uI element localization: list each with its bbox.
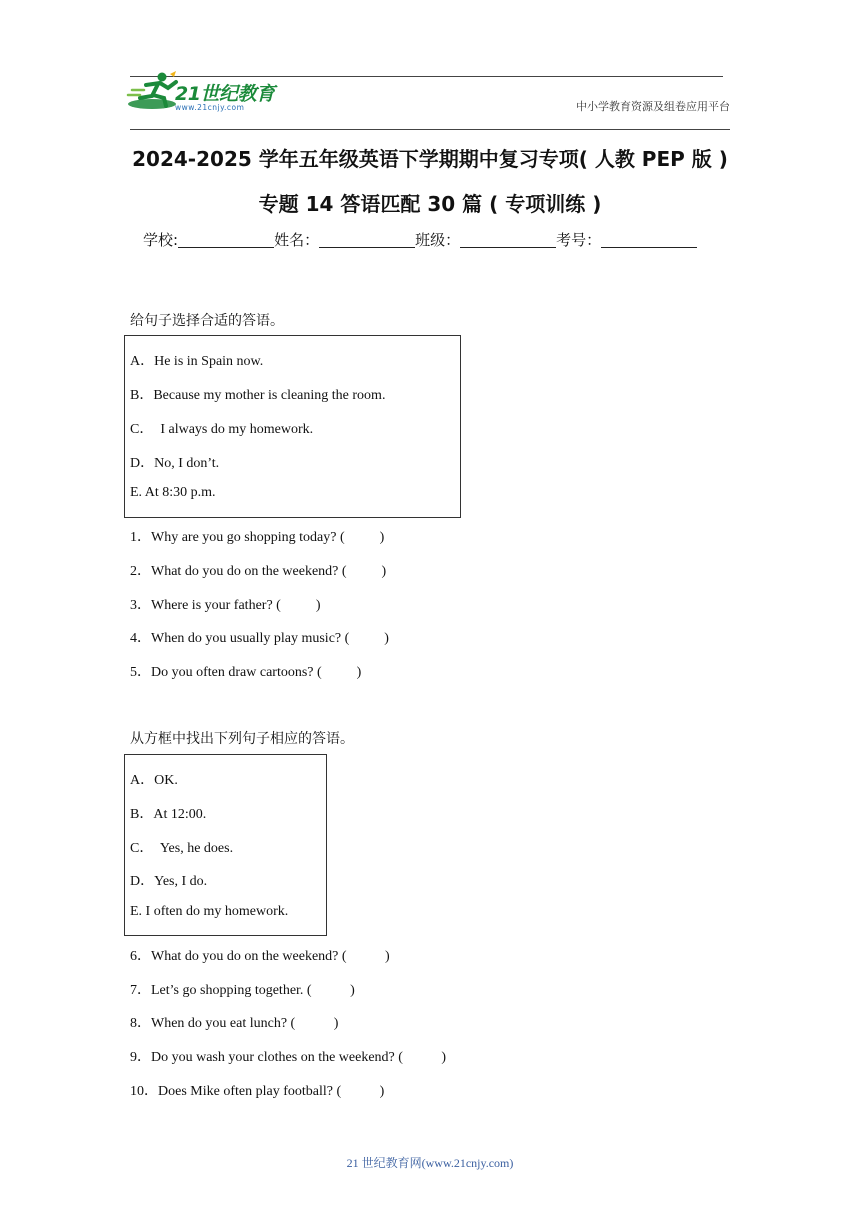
section1-instruction: 给句子选择合适的答语。 xyxy=(130,313,284,329)
question-8: 8．When do you eat lunch? ( ) xyxy=(130,1016,339,1031)
question-7: 7．Let’s go shopping together. ( ) xyxy=(130,983,355,998)
section2-option-d: D．Yes, I do. xyxy=(130,874,208,889)
header-bottom-rule xyxy=(130,129,730,130)
footer-link[interactable]: 21 世纪教育网(www.21cnjy.com) xyxy=(346,1156,514,1170)
section2-option-c: C． Yes, he does. xyxy=(130,841,234,856)
section2-option-a: A．OK. xyxy=(130,773,178,788)
name-field[interactable] xyxy=(319,232,415,248)
exam-no-label: 考号： xyxy=(556,231,602,249)
section1-option-b: B．Because my mother is cleaning the room. xyxy=(130,388,386,403)
section1-option-c: C． I always do my homework. xyxy=(130,422,314,437)
section1-option-d: D．No, I don’t. xyxy=(130,456,220,471)
section2-instruction: 从方框中找出下列句子相应的答语。 xyxy=(130,731,354,747)
question-2: 2．What do you do on the weekend? ( ) xyxy=(130,564,387,579)
logo-url: www.21cnjy.com xyxy=(175,103,245,112)
section2-option-b: B．At 12:00. xyxy=(130,807,207,822)
school-label: 学校: xyxy=(143,231,179,249)
question-5: 5．Do you often draw cartoons? ( ) xyxy=(130,665,362,680)
logo-text: 21世纪教育 xyxy=(175,83,275,105)
question-6: 6．What do you do on the weekend? ( ) xyxy=(130,949,390,964)
question-4: 4．When do you usually play music? ( ) xyxy=(130,631,389,646)
page-title: 2024-2025 学年五年级英语下学期期中复习专项( 人教 PEP 版 ) xyxy=(132,147,728,171)
name-label: 姓名： xyxy=(274,231,320,249)
section1-option-a: A．He is in Spain now. xyxy=(130,354,264,369)
question-1: 1．Why are you go shopping today? ( ) xyxy=(130,530,385,545)
question-10: 10．Does Mike often play football? ( ) xyxy=(130,1084,385,1099)
student-info-row xyxy=(143,229,697,250)
school-field[interactable] xyxy=(178,232,274,248)
question-3: 3．Where is your father? ( ) xyxy=(130,598,321,613)
platform-label: 中小学教育资源及组卷应用平台 xyxy=(576,100,730,113)
class-label: 班级： xyxy=(415,231,461,249)
section2-option-e: E. I often do my homework. xyxy=(130,904,289,919)
class-field[interactable] xyxy=(460,232,556,248)
section1-option-e: E. At 8:30 p.m. xyxy=(130,485,216,500)
page-subtitle: 专题 14 答语匹配 30 篇 ( 专项训练 ) xyxy=(258,192,602,216)
exam-no-field[interactable] xyxy=(601,232,697,248)
question-9: 9．Do you wash your clothes on the weekend? ( ) xyxy=(130,1050,447,1065)
